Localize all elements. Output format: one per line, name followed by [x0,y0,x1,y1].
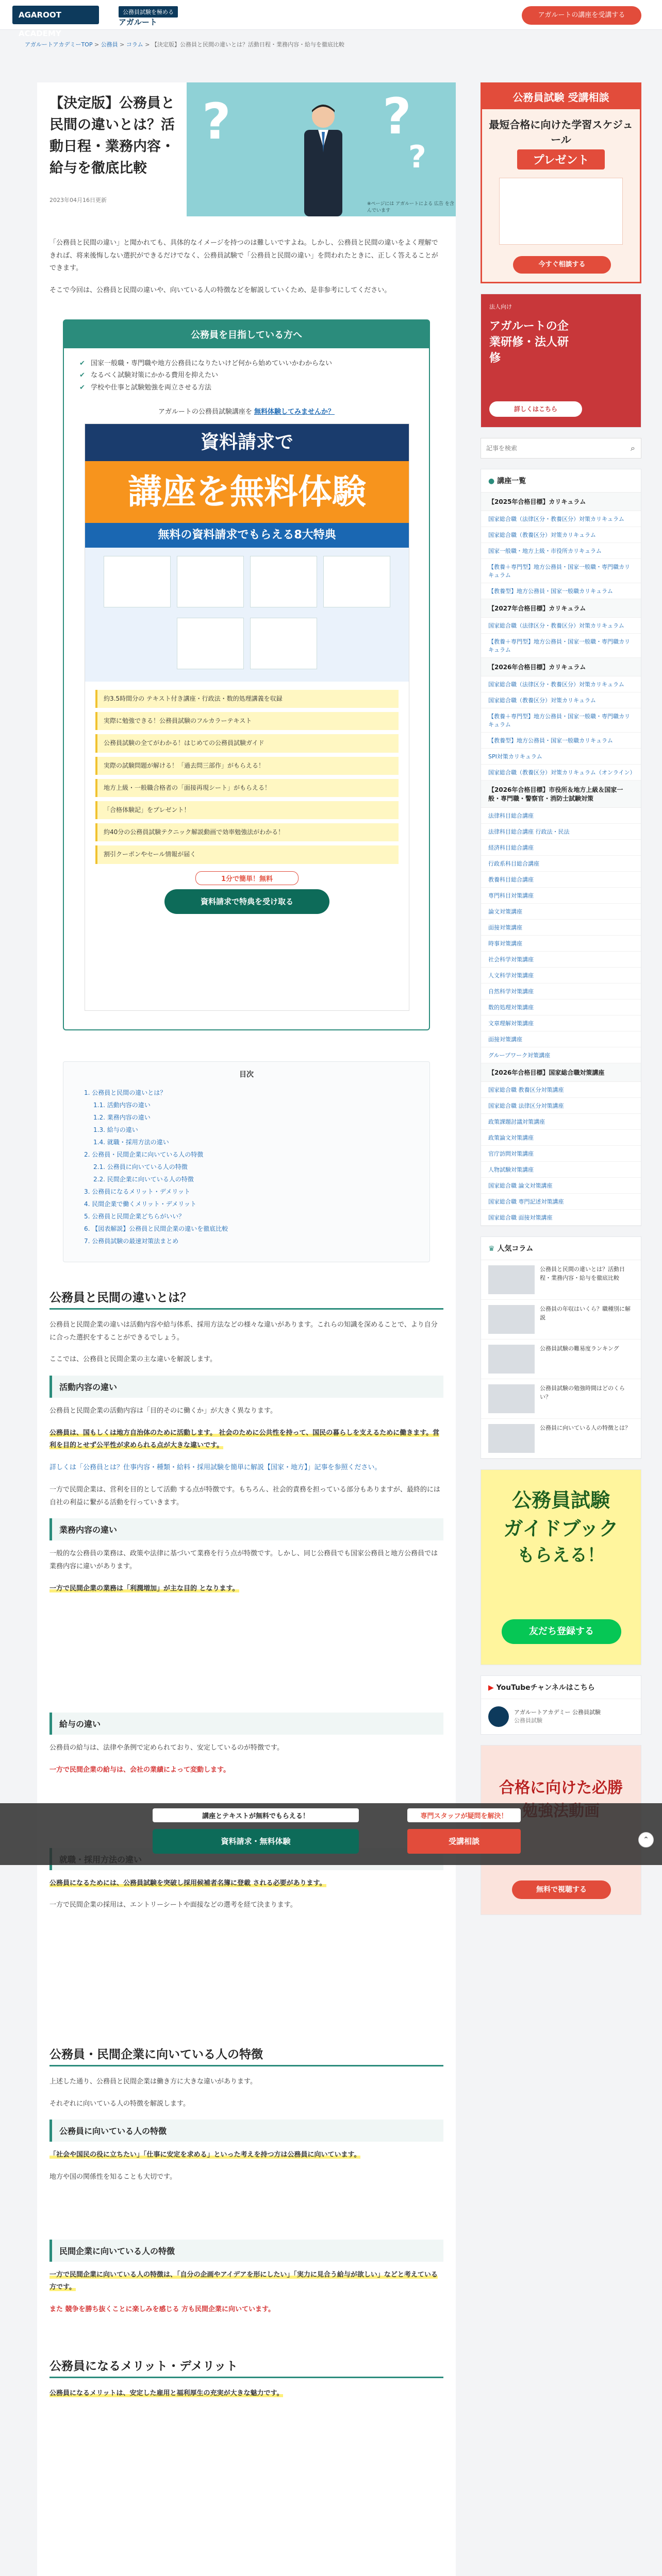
paragraph: 公務員と民間企業の違いは活動内容や給与体系、採用方法などの様々な違いがあります。これらの知識を深めることで、より自分に合った選択をすることができるでしょう。 [49,1321,438,1342]
header-brand: アガルート [119,18,157,27]
paragraph [49,2269,443,2294]
video-thumbnail [177,618,244,669]
paragraph [49,2149,443,2162]
paragraph: 公務員と民間企業の活動内容は「目的そのに働くか」が大きく異なります。 [49,1407,277,1415]
highlight-text: 一方で民間企業に向いている人の特徴は、「自分の企画やアイデアを形にしたい」「実力に見合う給与が欲しい」などと考えている方です。 [49,2270,438,2292]
subsection-heading: 民間企業に向いている人の特徴 [49,2240,443,2262]
perk-item: 実際に勉強できる！公務員試験のフルカラーテキスト [95,712,399,730]
column-title: 公務員と民間の違いとは？活動日程・業務内容・給与を徹底比較 [540,1266,625,1281]
course-link[interactable]: 法律科目総合講座 行政法・民法 [481,824,641,840]
course-link[interactable]: 面接対策講座 [481,1031,641,1047]
toc-item[interactable]: 6. 【図表解説】公務員と民間企業の違いを徹底比較 [84,1225,228,1232]
channel-name: アガルートアカデミー 公務員試験 [514,1708,601,1716]
section-heading: 公務員になるメリット・デメリット [49,2357,443,2378]
paragraph: 公務員の給与は、法律や条例で定められており、安定しているのが特徴です。 [49,1744,284,1752]
free-trial-lead [64,406,429,416]
consult-ad-gift: プレゼント [517,149,605,170]
paragraph [49,1583,443,1596]
course-link[interactable]: 国家総合職（法律区分・教養区分）対策カリキュラム [481,618,641,634]
paragraph [49,1427,443,1452]
perk-item: 割引クーポンやセール情報が届く [95,845,399,863]
course-link[interactable]: 人文科学対策講座 [481,968,641,984]
search-input[interactable] [481,438,641,459]
course-link[interactable]: 政策課題討議対策講座 [481,1114,641,1130]
course-link[interactable]: 法律科目総合講座 [481,808,641,824]
consultation-ad[interactable] [481,82,641,283]
perk-item: 約40分の公務員試験テクニック解説動画で効率勉強法がわかる！ [95,823,399,841]
column-item[interactable] [481,1419,641,1459]
column-thumbnail [488,1265,535,1294]
course-link[interactable]: 自然科学対策講座 [481,984,641,999]
course-list-title [481,469,641,493]
toc-item[interactable]: 1.4. 就職・採用方法の違い [93,1139,169,1146]
search-icon[interactable]: ⌕ [631,443,635,453]
article-main [37,82,456,2576]
column-title: 公務員試験の難易度ランキング [540,1345,619,1352]
youtube-icon: ▶ [488,1684,494,1692]
course-link[interactable]: SPI対策カリキュラム [481,749,641,765]
sticky-brochure-button[interactable]: 資料請求・無料体験 [153,1829,359,1854]
paragraph: 上述した通り、公務員と民間企業は働き方に大きな違いがあります。 [49,2078,257,2086]
question-mark-icon: ? [202,93,231,150]
toc-item[interactable]: 1.1. 活動内容の違い [93,1101,151,1109]
channel-sub: 公務員試験 [514,1717,542,1724]
breadcrumb-level2[interactable]: 公務員 [101,41,118,48]
crown-icon: ♛ [488,1245,495,1253]
sticky-lead: 講座とテキストが無料でもらえる！ [153,1808,359,1822]
toc-item[interactable]: 5. 公務員と民間企業どちらがいい？ [84,1213,185,1220]
course-link[interactable]: 文章理解対策講座 [481,1015,641,1031]
column-item[interactable] [481,1300,641,1340]
intro-paragraph: 「公務員と民間の違い」と聞かれても、具体的なイメージを持つのは難しいですよね。しかし、公務員と民間の違いをよく理解できれば、将来後悔しない選択ができるだけでなく、公務員試験で「公務員と民間の違い」を問われたときに、正しく答えることができます。 [49,239,438,273]
course-groups [481,493,641,1226]
column-title: 公務員試験の勉強時間はどのくらい？ [540,1385,625,1400]
sticky-lead2: 専門スタッフが疑問を解決！ [407,1808,521,1822]
corporate-training-ad[interactable] [481,294,641,428]
banner-sub: 無料の資料請求でもらえる8大特典 [85,523,409,548]
consult-now-button[interactable]: 今すぐ相談する [513,256,611,274]
guide-thumbnail [177,556,244,607]
column-item[interactable] [481,1379,641,1419]
subsection-heading: 活動内容の違い [49,1376,443,1398]
site-logo[interactable]: AGAROOT ACADEMY [12,6,99,24]
course-link[interactable]: 面接対策講座 [481,920,641,936]
sheet-thumbnail [323,556,390,607]
popular-columns-title [481,1237,641,1260]
perk-thumbnails [85,548,409,682]
toc-item[interactable]: 2.1. 公務員に向いている人の特徴 [93,1163,188,1171]
column-title: 公務員の年収はいくら？職種別に解説 [540,1306,631,1321]
course-category[interactable]: 【2026年合格目標】国家総合職対策講座 [481,1063,641,1082]
red-emphasis: また 競争を勝ち抜くことに楽しみを感じる 方も民間企業に向いています。 [49,2306,275,2314]
sidebar [481,82,641,1925]
breadcrumb-current: 【決定版】公務員と民間の違いとは？活動日程・業務内容・給与を徹底比較 [152,41,345,48]
course-category[interactable]: 【2026年合格目標】市役所＆地方上級＆国家一般・専門職・警察官・消防士試験対策 [481,781,641,808]
course-link[interactable]: 国家一般職・地方上級・市役所カリキュラム [481,543,641,559]
paragraph [49,2387,443,2400]
breadcrumb-home[interactable]: アガルートアカデミーTOP [25,41,93,48]
course-list-heading: 講座一覧 [497,477,526,485]
line-ad-sub2: もらえる！ [517,1545,605,1566]
scroll-top-icon[interactable]: ⌃ [638,1832,654,1848]
campaign-box [63,319,430,1030]
check-item: ✔ 学校や仕事と試験勉強を両立させる方法 [79,382,413,394]
course-link[interactable]: 国家総合職（法律区分・教養区分）対策カリキュラム [481,676,641,692]
section-heading: 公務員・民間企業に向いている人の特徴 [49,2045,443,2066]
table-of-contents [63,1061,430,1262]
check-item: ✔ 国家一般職・専門職や地方公務員になりたいけど何から始めていいかわからない [79,358,413,369]
header-cta-button[interactable]: アガルートの講座を受講する [522,6,641,25]
corp-ad-button[interactable]: 詳しくはこちら [489,401,582,417]
line-ad-title: 公務員試験 [511,1489,610,1512]
watch-video-button[interactable]: 無料で視聴する [512,1880,611,1899]
youtube-channel[interactable] [481,1699,641,1734]
subsection-heading: 業務内容の違い [49,1518,443,1540]
course-category[interactable]: 【2027年合格目標】カリキュラム [481,599,641,618]
youtube-section [481,1675,641,1735]
course-link[interactable]: 行政系科目総合講座 [481,856,641,872]
banner-top: 資料請求で [85,424,409,461]
course-link[interactable]: 時事対策講座 [481,936,641,952]
coupon-thumbnail [250,618,317,669]
article-hero [37,82,456,216]
businessman-figure [295,101,352,216]
intro-paragraph: そこで今回は、公務員と民間の違いや、向いている人の特徴などを解説していくため、是非参考にしてください。 [49,286,391,295]
line-ad-sub: ガイドブック [503,1517,619,1540]
paragraph: 一方で民間企業は、営利を目的として活動 する点が特徴です。もちろん、社会的責務を担っている部分もありますが、最終的には自社の利益に繋がる活動を行っていきます。 [49,1485,440,1506]
schedule-image [499,178,623,245]
course-link[interactable]: 教養科目総合講座 [481,872,641,888]
course-link[interactable]: 経済科目総合講座 [481,840,641,856]
youtube-title [481,1676,641,1699]
column-thumbnail [488,1384,535,1413]
related-article-link[interactable]: 詳しくは「公務員とは？仕事内容・種類・給料・採用試験を簡単に解説【国家・地方】」記事を参照ください。 [49,1464,382,1472]
corp-ad-title: アガルートの企業研修・法人研修 [489,320,569,365]
free-trial-lead-text: アガルートの公務員試験講座を [158,408,252,416]
highlight-text: 公務員になるメリットは、安定した雇用と福利厚生の充実が大きな魅力です。 [49,2389,284,2397]
course-link[interactable]: 政策論文対策講座 [481,1130,641,1146]
perk-item: 公務員試験の全てがわかる！はじめての公務員試験ガイド [95,734,399,752]
sticky-cta-bar [0,1803,662,1865]
course-link[interactable]: 人物試験対策講座 [481,1162,641,1178]
perk-item: 約3.5時間分の テキスト付き講座・行政法・数的処理講義を収録 [95,690,399,708]
site-header [0,0,662,38]
paragraph: それぞれに向いている人の特徴を解説します。 [49,2099,190,2108]
request-brochure-button[interactable]: 資料請求で特典を受け取る [164,889,329,914]
toc-item[interactable]: 1.3. 給与の違い [93,1126,138,1133]
youtube-heading: YouTubeチャンネルはこちら [496,1684,595,1692]
course-link[interactable]: 社会科学対策講座 [481,952,641,968]
toc-item[interactable]: 3. 公務員になるメリット・デメリット [84,1188,190,1195]
perk-item: 「合格体験記」をプレゼント！ [95,801,399,819]
column-thumbnail [488,1305,535,1334]
book-icon: ● [488,477,495,485]
course-link[interactable]: 【教養＋専門型】地方公務員・国家一般職・専門職カリキュラム [481,559,641,583]
textbook-thumbnail [104,556,171,607]
paragraph: 一方で民間企業の採用は、エントリーシートや面接などの選考を経て決まります。 [49,1901,297,1909]
header-tagline: 公務員試験を極める [119,6,178,18]
paragraph [49,1877,443,1890]
column-thumbnail [488,1424,535,1453]
course-link[interactable]: 国家総合職 面接対策講座 [481,1210,641,1226]
channel-avatar [488,1706,509,1727]
column-thumbnail [488,1345,535,1374]
course-link[interactable]: 【教養＋専門型】地方公務員・国家一般職・専門職カリキュラム [481,634,641,658]
campaign-box-heading: 公務員を目指している方へ [64,320,429,348]
check-item: ✔ なるべく試験対策にかかる費用を抑えたい [79,369,413,381]
paragraph [49,1462,443,1475]
column-item[interactable] [481,1260,641,1300]
course-link[interactable]: 国家総合職 教養区分対策講座 [481,1082,641,1098]
free-trial-link[interactable]: 無料体験してみませんか？ [254,408,335,416]
course-link[interactable]: 国家総合職 専門記述対策講座 [481,1194,641,1210]
video-ad-title: 合格に向けた必勝 [499,1779,623,1797]
course-link[interactable]: グループワーク対策講座 [481,1047,641,1063]
course-link[interactable]: 【教養型】地方公務員・国家一般職カリキュラム [481,733,641,749]
column-title: 公務員に向いている人の特徴とは？ [540,1425,631,1431]
line-add-friend-button[interactable]: 友だち登録する [502,1619,621,1644]
paragraph [49,2303,443,2316]
free-trial-banner[interactable] [85,423,409,1011]
corp-ad-tag: 法人向け [489,303,512,310]
course-link[interactable]: 国家総合職（法律区分・教養区分）対策カリキュラム [481,511,641,527]
banner-main: 講座を無料体験 [85,461,409,523]
course-category[interactable]: 【2026年合格目標】カリキュラム [481,658,641,676]
line-guidebook-ad[interactable] [481,1469,641,1665]
toc-item[interactable]: 1.2. 業務内容の違い [93,1114,151,1121]
subsection-heading: 公務員に向いている人の特徴 [49,2120,443,2142]
course-link[interactable]: 国家総合職 論文対策講座 [481,1178,641,1194]
course-link[interactable]: 国家総合職（教養区分）対策カリキュラム [481,527,641,543]
banner-ribbon: 1分で簡単！無料 [195,871,299,885]
page-title: 【決定版】公務員と民間の違いとは？活動日程・業務内容・給与を徹底比較 [49,95,175,176]
course-link[interactable]: 国家総合職（教養区分）対策カリキュラム（オンライン） [481,765,641,781]
breadcrumb: アガルートアカデミーTOP > 公務員 > コラム > 【決定版】公務員と民間の違いとは？活動日程・業務内容・給与を徹底比較 [25,41,345,48]
perk-item: 地方上級・一般職合格者の「面接再現シート」がもらえる！ [95,779,399,797]
course-link[interactable]: 官庁訪問対策講座 [481,1146,641,1162]
highlight-text: 公務員は、国もしくは地方自治体のために活動します。 社会のために公共性を持って、国民の暮らしを支えるために働きます。営利を目的とせず公平性が求められる点が大きな違いです。 [49,1429,440,1450]
sticky-consult-button[interactable]: 受講相談 [407,1829,521,1854]
popular-columns [481,1236,641,1459]
question-mark-icon: ? [383,88,411,145]
toc-item[interactable]: 4. 民間企業で働くメリット・デメリット [84,1200,196,1208]
paragraph: 地方や国の関係性を知ることも大切です。 [49,2173,176,2181]
course-link[interactable]: 数的処理対策講座 [481,999,641,1015]
course-category[interactable]: 【2025年合格目標】カリキュラム [481,493,641,511]
ad-disclaimer: ※ページには アガルートによる 広告 を含んでいます [367,201,454,213]
column-item[interactable] [481,1340,641,1379]
subsection-heading: 給与の違い [49,1713,443,1735]
highlight-text: 一方で民間企業の業務は「利潤増加」が主な目的 となります。 [49,1584,239,1592]
course-link[interactable]: 国家総合職（教養区分）対策カリキュラム [481,692,641,708]
highlight-text: 公務員になるためには、公務員試験を突破し採用候補者名簿に登載 される必要があります。 [49,1879,326,1887]
course-list [481,469,641,1226]
toc-item[interactable]: 2.2. 民間企業に向いている人の特徴 [93,1176,194,1183]
course-link[interactable]: 国家総合職 法律区分対策講座 [481,1098,641,1114]
course-link[interactable]: 論文対策講座 [481,904,641,920]
course-link[interactable]: 専門科目対策講座 [481,888,641,904]
toc-title: 目次 [239,1071,254,1079]
search-box [481,438,641,459]
breadcrumb-level3[interactable]: コラム [126,41,143,48]
highlight-text: 「社会や国民の役に立ちたい」「仕事に安定を求める」といった考えを持つ方は公務員に向いています。 [49,2151,361,2159]
section-heading: 公務員と民間の違いとは？ [49,1288,443,1310]
paragraph [49,1764,443,1777]
paragraph: ここでは、公務員と民間企業の主な違いを解説します。 [49,1355,217,1364]
course-link[interactable]: 【教養型】地方公務員・国家一般職カリキュラム [481,583,641,599]
perk-item: 実際の試験問題が解ける！「過去問三部作」がもらえる！ [95,757,399,775]
toc-item[interactable]: 2. 公務員・民間企業に向いている人の特徴 [84,1151,204,1158]
popular-columns-heading: 人気コラム [497,1245,534,1253]
toc-item[interactable]: 1. 公務員と民間の違いとは？ [84,1089,167,1096]
consult-ad-sub: 最短合格に向けた学習スケジュール [489,118,633,146]
red-emphasis: 一方で民間企業の給与は、会社の業績によって変動します。 [49,1766,230,1774]
course-link[interactable]: 【教養＋専門型】地方公務員・国家一般職・専門職カリキュラム [481,708,641,733]
pastpaper-thumbnail [250,556,317,607]
toc-item[interactable]: 7. 公務員試験の最速対策法まとめ [84,1238,179,1245]
column-list [481,1260,641,1459]
paragraph: 一般的な公務員の業務は、政策や法律に基づいて業務を行う点が特徴です。しかし、同じ公務員でも国家公務員と地方公務員では業務内容に違いがあります。 [49,1550,438,1570]
question-mark-icon: ? [408,139,426,175]
updated-date: 2023年04月16日更新 [49,197,107,204]
eyecatch-image [187,82,456,216]
consult-ad-title: 公務員試験 受講相談 [482,84,640,109]
